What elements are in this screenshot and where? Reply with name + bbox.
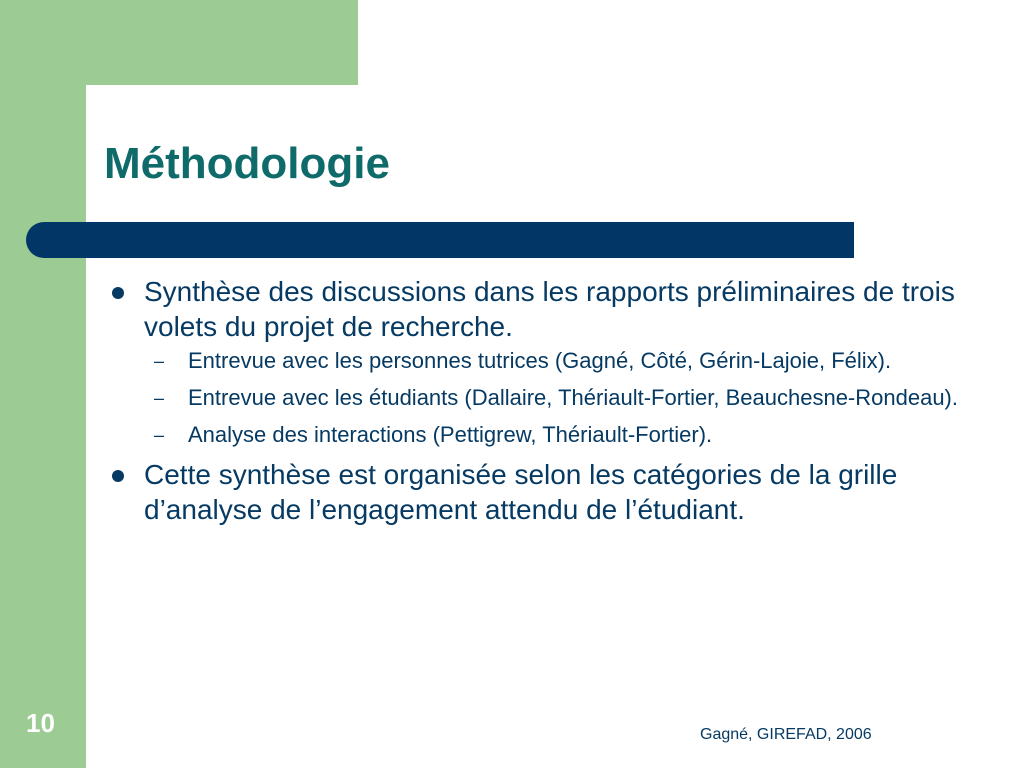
bullet-item bbox=[104, 457, 964, 527]
subitem bbox=[104, 346, 964, 376]
subitem-list bbox=[104, 346, 964, 450]
footer-credit: Gagné, GIREFAD, 2006 bbox=[700, 726, 872, 743]
bullet-dot-icon bbox=[112, 287, 124, 299]
bullet-text: Synthèse des discussions dans les rapports préliminaires de trois volets du projet de recherche. bbox=[144, 276, 955, 342]
slide-number: 10 bbox=[26, 708, 55, 738]
green-sidebar bbox=[0, 0, 86, 768]
bullet-item bbox=[104, 274, 964, 344]
subitem bbox=[104, 420, 964, 450]
title-underline-bar bbox=[26, 222, 854, 258]
subitem-text: Analyse des interactions (Pettigrew, Thériault-Fortier). bbox=[188, 422, 713, 447]
dash-icon: – bbox=[154, 425, 165, 445]
slide-title: Méthodologie bbox=[104, 139, 390, 188]
subitem-text: Entrevue avec les étudiants (Dallaire, Thériault-Fortier, Beauchesne-Rondeau). bbox=[188, 385, 958, 410]
bullet-dot-icon bbox=[112, 470, 124, 482]
dash-icon: – bbox=[154, 388, 165, 408]
dash-icon: – bbox=[154, 351, 165, 371]
subitem bbox=[104, 383, 964, 413]
subitem-text: Entrevue avec les personnes tutrices (Gagné, Côté, Gérin-Lajoie, Félix). bbox=[188, 348, 892, 373]
slide-content bbox=[104, 274, 964, 527]
bullet-text: Cette synthèse est organisée selon les catégories de la grille d’analyse de l’engagement attendu de l’étudiant. bbox=[144, 459, 898, 525]
